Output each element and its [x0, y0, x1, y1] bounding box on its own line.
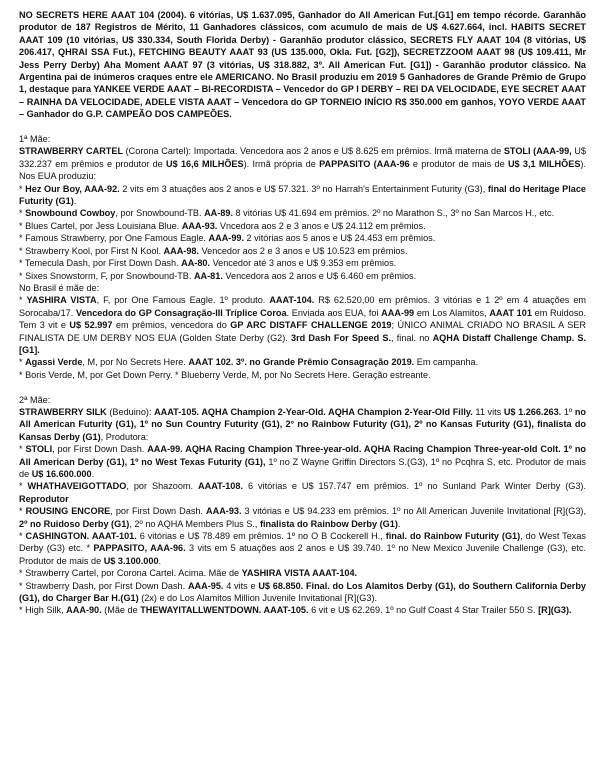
second-dam-paragraph: * Strawberry Dash, por First Down Dash. AAA-95. 4 vits e U$ 68.850. Final. do Los Alamitos Derby (G1), do Southern California Derby (G1), do Charger Bar H.(G1) (2x) e do Los Alamitos Million Juvenile Invitational [R](G3). [19, 580, 587, 604]
first-dam-heading: 1ª Mãe: [19, 134, 51, 145]
first-dam-paragraph: * Sixes Snowstorm, F, por Snowbound-TB. AA-81. Vencedora aos 2 anos e U$ 6.460 em prêmios. [19, 270, 417, 281]
second-dam-paragraph: * ROUSING ENCORE, por First Down Dash. AAA-93. 3 vitórias e U$ 94.233 em prêmios. 1º no All American Juvenile Invitational [R](G3), 2º no Ruidoso Derby (G1), 2º no AQHA Members Plus S., finalista do Rainbow Derby (G1). [19, 506, 586, 529]
second-dam-section [19, 394, 586, 617]
first-dam-paragraph: * Snowbound Cowboy, por Snowbound-TB. AA-89. 8 vitórias U$ 41.694 em prêmios. 2º no Marathon S., 3º no San Marcos H., etc. [19, 208, 555, 219]
second-dam-paragraph: * WHATHAVEIGOTTADO, por Shazoom. AAAT-108. 6 vitórias e U$ 157.747 em prêmios. 1º no Sunland Park Winter Derby (G3). Reprodutor [19, 481, 586, 504]
second-dam-paragraph: * CASHINGTON. AAAT-101. 6 vitórias e U$ 78.489 em prêmios. 1º no O B Cockerell H., final. do Rainbow Futurity (G1), do West Texas Derby (G3) etc. * PAPPASITO, AAA-96. 3 vits em 5 atuações aos 2 anos e U$ 39.740. 1º no New Mexico Juvenile Challenge (G3), etc. Produtor de mais de U$ 3.100.000. [19, 531, 586, 566]
second-dam-paragraph: STRAWBERRY SILK (Beduino): AAAT-105. AQHA Champion 2-Year-Old. AQHA Champion 2-Year-Old Filly. 11 vits U$ 1.266.263. 1º no All American Futurity (G1), 1º no Sun Country Futurity (G1), 2° no Rainbow Futurity (G1), 2º no Kansas Futurity (G1), finalista do Kansas Derby (G1), Produtora: [19, 406, 586, 442]
second-dam-paragraphs [19, 406, 586, 617]
sire-summary: NO SECRETS HERE AAAT 104 (2004). 6 vitórias, U$ 1.637.095, Ganhador do All American Fut.[G1] em tempo récorde. Garanhão produtor de 187 Registros de Mérito, 11 Ganhadores clássicos, com acumulo de mais de U$ 4.627.664, incl. HABITS SECRET AAAT 109 (10 vitórias, U$ 330.334, South Florida Derby) - Garanhão produtor clássico, SECRETS FLY AAAT 104 (8 vitórias, U$ 206.417, QHRAI SSA Fut.), FETCHING BEAUTY AAAT 93 (US 135.000, Okla. Fut. [G2]), SECRETZZOOM AAAT 98 (U$ 109.411, Mr Jess Perry Derby) Aha Moment AAAT 97 (3 vitórias, U$ 318.882, 3º. All American Fut. [G1]) - Garanhão produtor clássico. Na Argentina pai de inúmeros craques entre ele AMERICANO. No Brasil produziu em 2019 5 Ganhadores de Grande Prêmio de Grupo 1, destaque para YANKEE VERDE AAAT – BI-RECORDISTA – Vencedor do GP I DERBY – REI DA VELOCIDADE, EYE SECRET AAAT – RAINHA DA VELOCIDADE, ADELE VISTA AAAT – Vencedora do GP TORNEIO INÍCIO R$ 350.000 em ganhos, YOYO VERDE AAAT – Ganhador do G.P. CAMPEÃO DOS CAMPEÕES. [19, 10, 586, 120]
second-dam-paragraph: * STOLI, por First Down Dash. AAA-99. AQHA Racing Champion Three-year-old. AQHA Racing Champion Three-year-old Colt. 1º no All American Derby (G1), 1º no West Texas Futurity (G1), 1º no Z Wayne Griffin Directors S.(G3), 1º no Pcqhra S, etc. Produtor de mais de U$ 16.600.000. [19, 444, 586, 479]
second-dam-heading: 2ª Mãe: [19, 394, 51, 405]
first-dam-paragraph: STRAWBERRY CARTEL (Corona Cartel): Importada. Vencedora aos 2 anos e U$ 8.625 em prêmios. Irmã materna de STOLI (AAA-99, U$ 332.237 em prêmios e produtor de U$ 16,6 MILHÕES). Irmã própria de PAPPASITO (AAA-96 e produtor de mais de U$ 3,1 MILHÕES). Nos EUA produziu: [19, 146, 586, 182]
spacer [19, 381, 586, 393]
spacer [19, 121, 586, 133]
first-dam-paragraph: * Boris Verde, M, por Get Down Perry. * Blueberry Verde, M, por No Secrets Here. Geração estreante. [19, 369, 431, 380]
first-dam-paragraph: * Strawberry Kool, por First N Kool. AAA-98. Vencedor aos 2 e 3 anos e U$ 10.523 em prêmios. [19, 245, 408, 256]
second-dam-paragraph: * Strawberry Cartel, por Corona Cartel. Acima. Mãe de YASHIRA VISTA AAAT-104. [19, 568, 358, 579]
second-dam-paragraph: * High Silk, AAA-90. (Mãe de THEWAYITALLWENTDOWN. AAAT-105. 6 vit e U$ 62.269. 1º no Gulf Coast 4 Star Trailer 550 S. [R](G3). [19, 605, 572, 616]
first-dam-section [19, 133, 586, 381]
first-dam-paragraph: * YASHIRA VISTA, F, por One Famous Eagle. 1º produto. AAAT-104. R$ 62.520,00 em prêmios. 3 vitórias e 1 2º em 4 atuações em Sorocaba/17. Vencedora do GP Consagração-III Tríplice Coroa. Enviada aos EUA, foi AAA-99 em Los Alamitos, AAAT 101 em Ruidoso. Tem 3 vit e U$ 52.997 em prêmios, vencedora do GP ARC DISTAFF CHALLENGE 2019; ÚNICO ANIMAL CRIADO NO BRASIL A SER FINALISTA DE UM DERBY NOS EUA (Golden State Derby (G2). 3rd Dash For Speed S., final. no AQHA Distaff Challenge Champ. S. [G1]. [19, 295, 587, 355]
first-dam-paragraph: * Famous Strawberry, por One Famous Eagle. AAA-99. 2 vitórias aos 5 anos e U$ 24.453 em prêmios. [19, 233, 436, 244]
first-dam-paragraph: No Brasil é mãe de: [19, 282, 100, 293]
first-dam-paragraph: * Temecula Dash, por First Down Dash. AA-80. Vencedor até 3 anos e U$ 9.353 em prêmios. [19, 258, 397, 269]
first-dam-paragraph: * Agassi Verde, M, por No Secrets Here. AAAT 102. 3º. no Grande Prêmio Consagração 2019. Em campanha. [19, 357, 479, 368]
first-dam-paragraph: * Blues Cartel, por Jess Louisiana Blue. AAA-93. Vncedora aos 2 e 3 anos e U$ 24.112 em prêmios. [19, 220, 426, 231]
first-dam-paragraph: * Hez Our Boy, AAA-92. 2 vits em 3 atuações aos 2 anos e U$ 57.321. 3º no Harrah's Entertainment Futurity (G3), final do Heritage Place Futurity (G1). [19, 183, 586, 207]
first-dam-paragraphs [19, 145, 586, 381]
